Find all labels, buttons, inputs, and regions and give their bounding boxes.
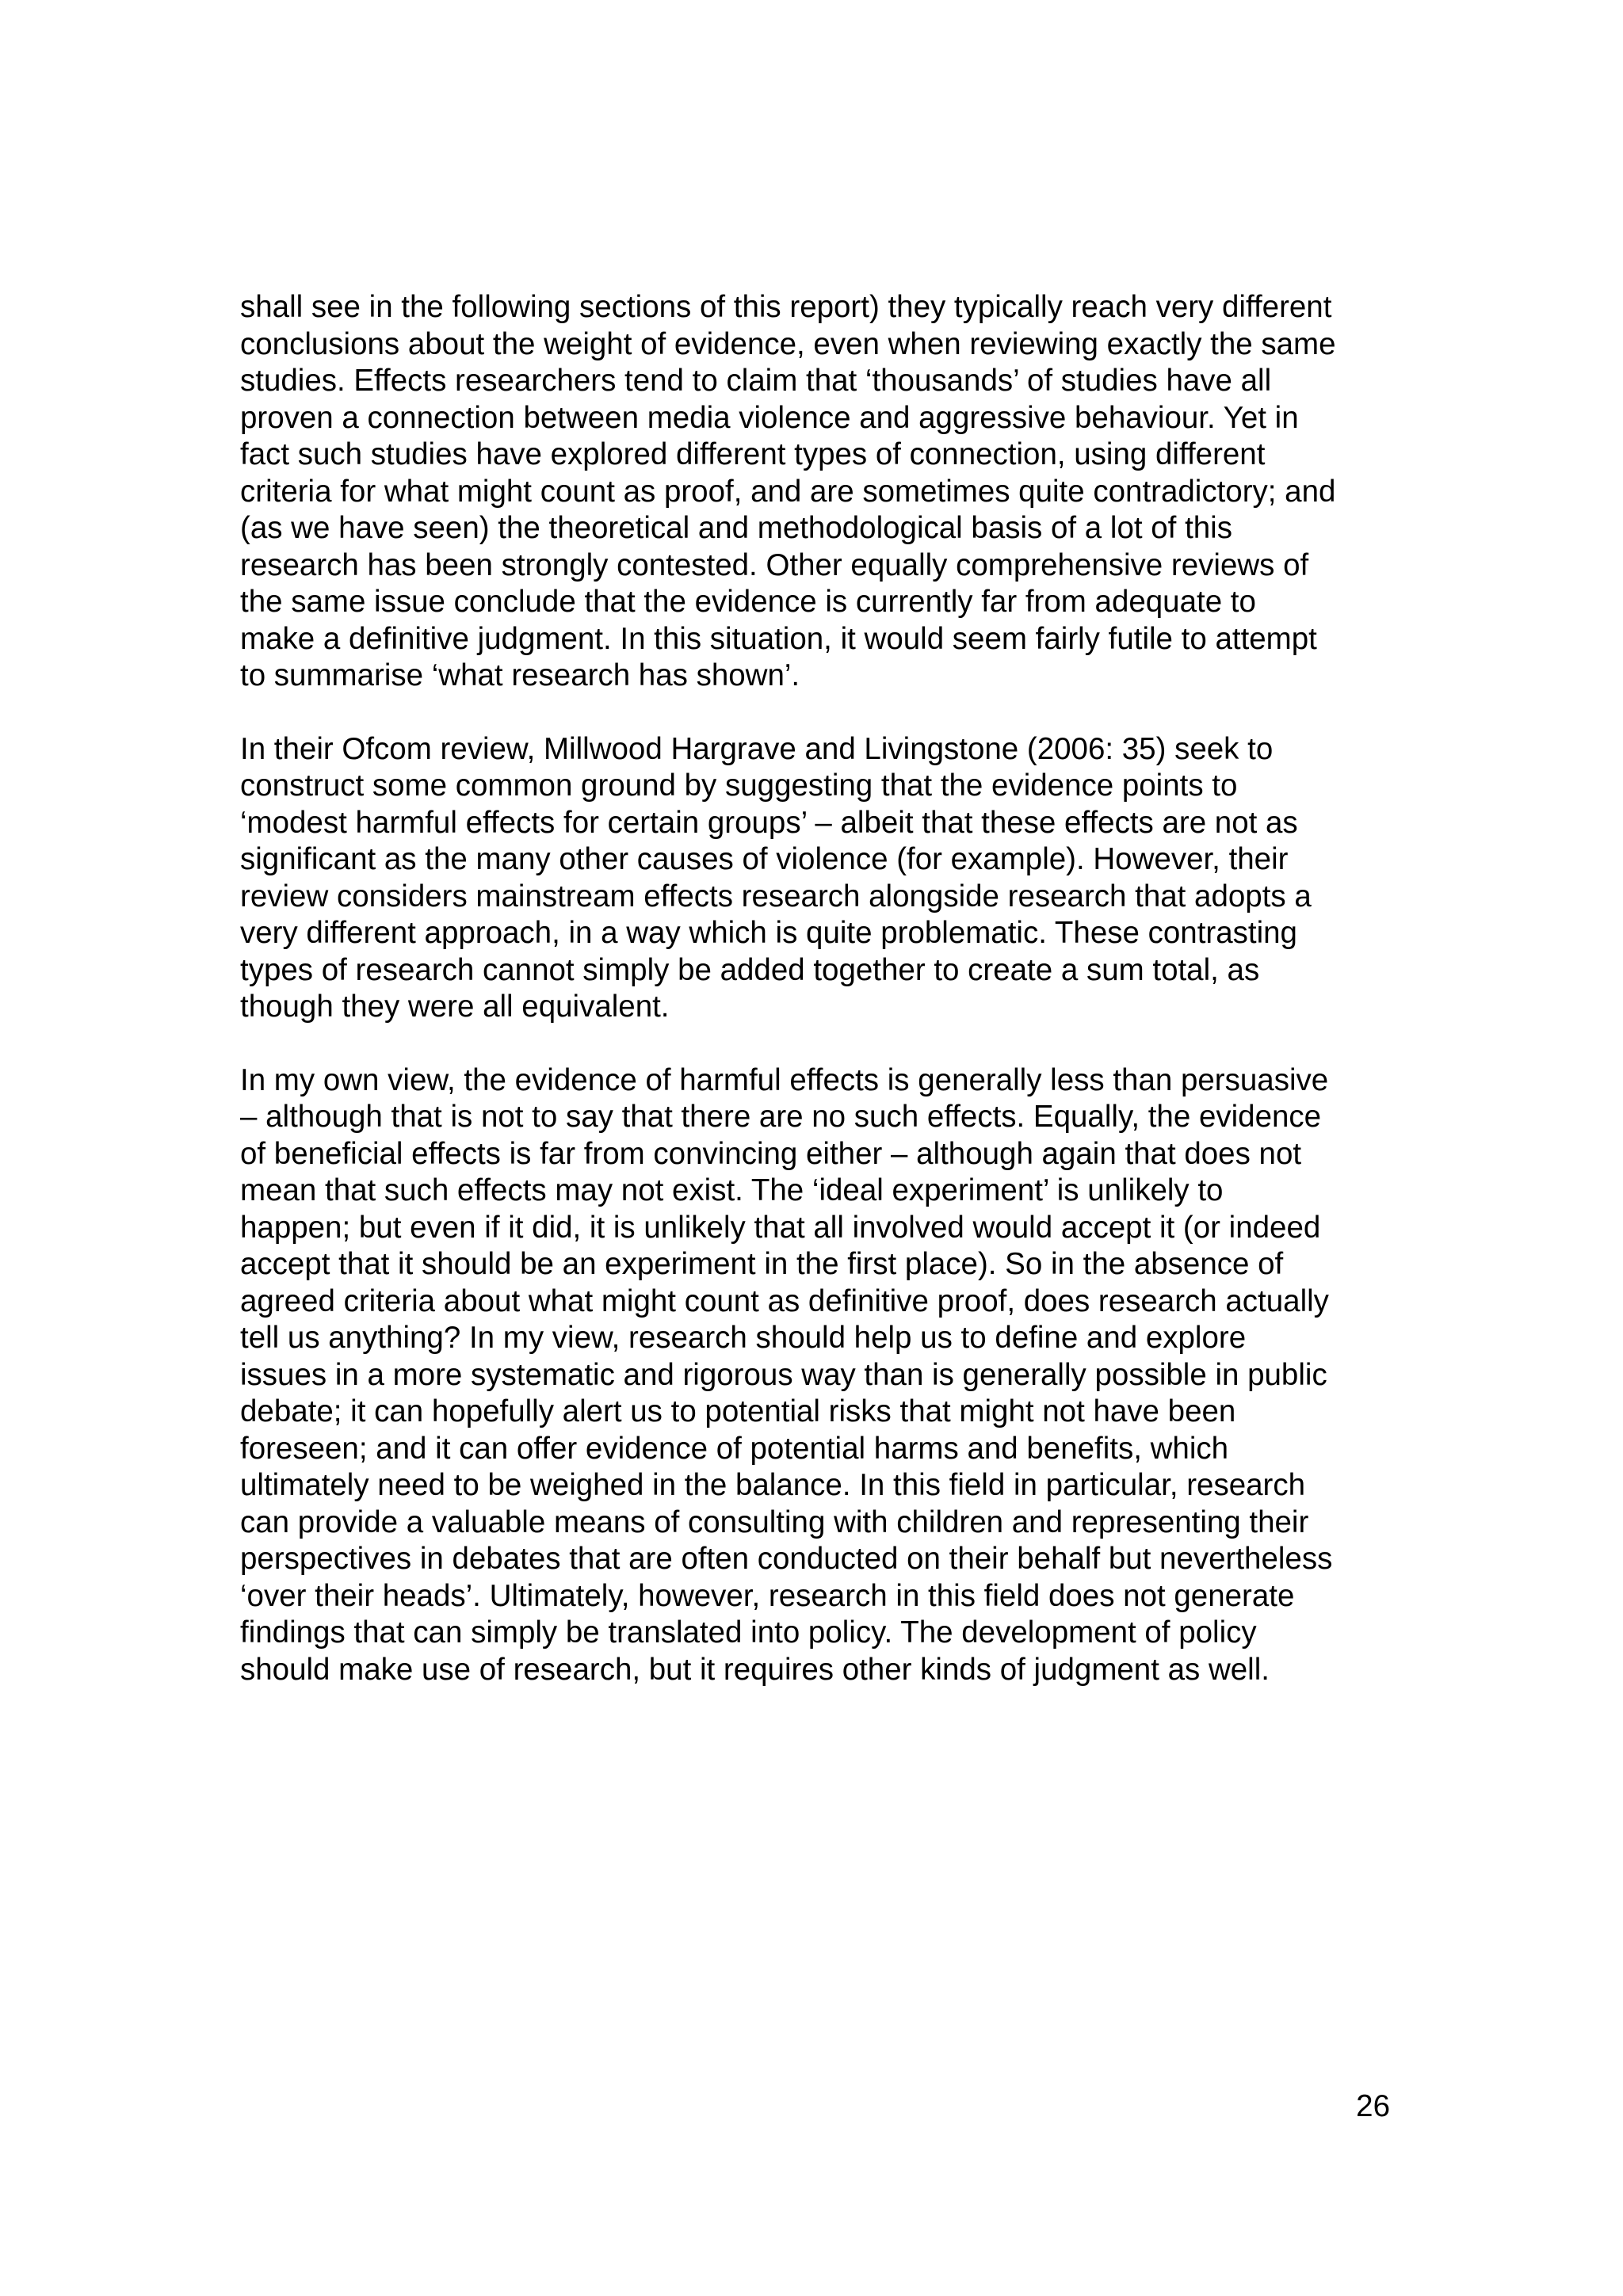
text-line: studies. Effects researchers tend to claim that ‘thousands’ of studies have all — [240, 364, 1272, 398]
text-line: In their Ofcom review, Millwood Hargrave and Livingstone (2006: 35) seek to — [240, 731, 1274, 766]
body-text — [240, 289, 1413, 1725]
paragraph — [240, 731, 1413, 1026]
text-line: happen; but even if it did, it is unlikely that all involved would accept it (or indeed — [240, 1210, 1321, 1245]
text-line: research has been strongly contested. Other equally comprehensive reviews of — [240, 547, 1309, 582]
text-line: review considers mainstream effects research alongside research that adopts a — [240, 879, 1312, 913]
text-line: can provide a valuable means of consulting with children and representing their — [240, 1505, 1309, 1539]
text-line: ‘over their heads’. Ultimately, however, research in this field does not generate — [240, 1578, 1295, 1613]
text-line: significant as the many other causes of violence (for example). However, their — [240, 842, 1289, 876]
text-line: foreseen; and it can offer evidence of potential harms and benefits, which — [240, 1431, 1229, 1466]
text-line: In my own view, the evidence of harmful effects is generally less than persuasive — [240, 1062, 1329, 1097]
page-number: 26 — [1356, 2089, 1390, 2123]
text-line: fact such studies have explored different types of connection, using different — [240, 437, 1266, 471]
text-line: types of research cannot simply be added together to create a sum total, as — [240, 952, 1260, 987]
text-line: the same issue conclude that the evidence is currently far from adequate to — [240, 585, 1256, 619]
text-line: findings that can simply be translated into policy. The development of policy — [240, 1615, 1257, 1650]
text-line: conclusions about the weight of evidence, even when reviewing exactly the same — [240, 326, 1336, 361]
text-line: of beneficial effects is far from convincing either – although again that does not — [240, 1136, 1302, 1171]
text-line: should make use of research, but it requires other kinds of judgment as well. — [240, 1652, 1270, 1687]
text-line: ultimately need to be weighed in the balance. In this field in particular, research — [240, 1468, 1306, 1502]
text-line: debate; it can hopefully alert us to potential risks that might not have been — [240, 1394, 1236, 1428]
paragraph — [240, 1062, 1413, 1689]
text-line: proven a connection between media violence and aggressive behaviour. Yet in — [240, 400, 1299, 435]
text-line: make a definitive judgment. In this situation, it would seem fairly futile to attempt — [240, 621, 1317, 656]
text-line: perspectives in debates that are often conducted on their behalf but nevertheless — [240, 1542, 1333, 1576]
text-line: issues in a more systematic and rigorous way than is generally possible in public — [240, 1357, 1327, 1392]
text-line: tell us anything? In my view, research should help us to define and explore — [240, 1321, 1247, 1355]
text-line: very different approach, in a way which is quite problematic. These contrasting — [240, 916, 1297, 950]
text-line: though they were all equivalent. — [240, 990, 670, 1024]
text-line: – although that is not to say that there are no such effects. Equally, the evidence — [240, 1100, 1322, 1134]
text-line: mean that such effects may not exist. The ‘ideal experiment’ is unlikely to — [240, 1173, 1224, 1207]
text-line: agreed criteria about what might count as definitive proof, does research actually — [240, 1283, 1329, 1318]
paragraph — [240, 289, 1413, 695]
text-line: accept that it should be an experiment in the first place). So in the absence of — [240, 1247, 1284, 1281]
text-line: (as we have seen) the theoretical and methodological basis of a lot of this — [240, 511, 1232, 545]
text-line: ‘modest harmful effects for certain groups’ – albeit that these effects are not as — [240, 805, 1298, 840]
text-line: shall see in the following sections of this report) they typically reach very different — [240, 290, 1332, 324]
text-line: criteria for what might count as proof, and are sometimes quite contradictory; and — [240, 474, 1336, 509]
text-line: to summarise ‘what research has shown’. — [240, 658, 800, 692]
text-line: construct some common ground by suggesting that the evidence points to — [240, 769, 1238, 803]
